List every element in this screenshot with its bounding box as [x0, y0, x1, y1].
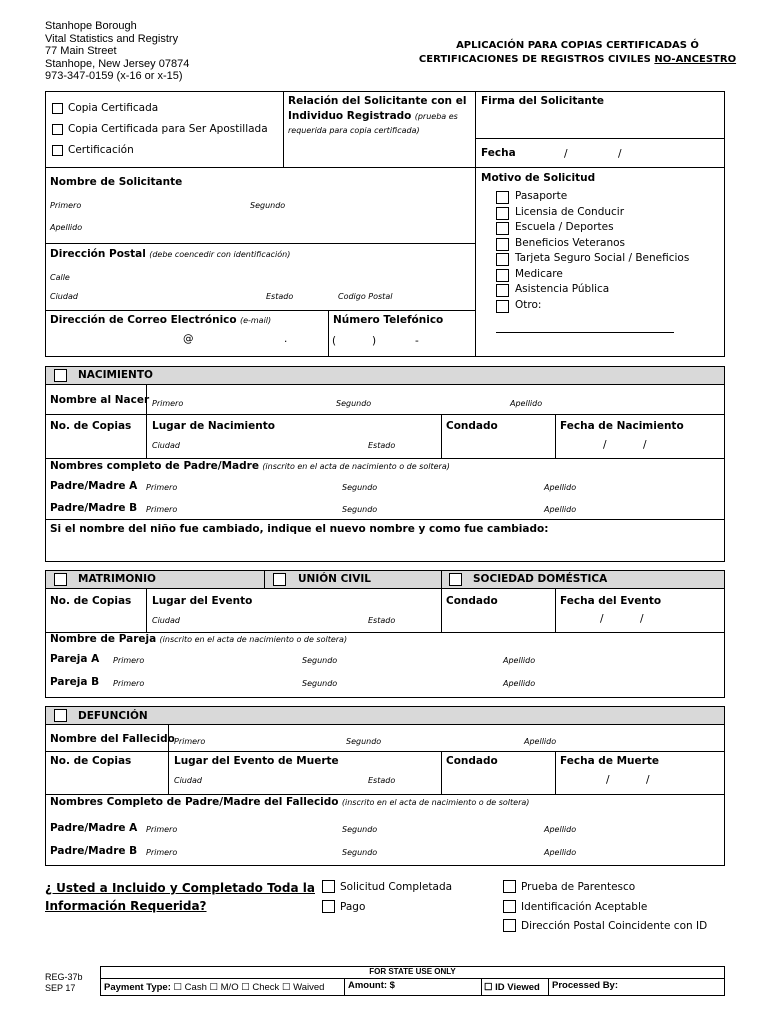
birth-checkbox[interactable] [54, 369, 67, 382]
marriage-copies-label: No. de Copias [50, 595, 132, 607]
reason-label: Beneficios Veteranos [515, 237, 626, 249]
email-dot: . [284, 333, 288, 345]
reason-label: Asistencia Pública [515, 283, 610, 295]
birth-place-label: Lugar de Nacimiento [152, 420, 275, 432]
copia-apostillada-checkbox[interactable] [52, 124, 63, 135]
signature-label: Firma del Solicitante [481, 95, 605, 107]
first-name-hint: Primero [113, 679, 145, 688]
address-line: Vital Statistics and Registry [45, 32, 179, 45]
middle-name-hint: Segundo [342, 505, 378, 514]
date-separator: / [646, 774, 650, 786]
pago-checkbox[interactable] [322, 900, 335, 913]
form-title-line1: APLICACIÓN PARA COPIAS CERTIFICADAS Ó [456, 40, 699, 51]
reason-checkbox[interactable] [496, 300, 509, 313]
date-separator: / [640, 613, 644, 625]
reason-checkbox[interactable] [496, 269, 509, 282]
middle-name-hint: Segundo [250, 201, 286, 210]
direccion-coincidente-checkbox[interactable] [503, 919, 516, 932]
death-date-label: Fecha de Muerte [560, 755, 659, 767]
reason-label: Pasaporte [515, 190, 568, 202]
address-line: Stanhope, New Jersey 07874 [45, 57, 190, 70]
first-name-hint: Primero [152, 399, 184, 408]
birth-parents-label [50, 460, 450, 472]
couple-title: Nombre de Pareja [50, 633, 157, 645]
postal-address-title: Dirección Postal [50, 248, 146, 260]
address-line: 77 Main Street [45, 45, 117, 57]
state-hint: Estado [368, 616, 396, 625]
reason-checkbox[interactable] [496, 207, 509, 220]
reason-checkbox[interactable] [496, 284, 509, 297]
last-name-hint: Apellido [510, 399, 543, 408]
birth-parent-a-label: Padre/Madre A [50, 480, 138, 492]
domestic-partnership-header-label: SOCIEDAD DOMÉSTICA [473, 573, 608, 585]
signature-date-label: Fecha [481, 147, 516, 159]
death-parent-b-label: Padre/Madre B [50, 845, 138, 857]
death-checkbox[interactable] [54, 709, 67, 722]
form-title-line2-text: CERTIFICACIONES DE REGISTROS CIVILES [418, 54, 655, 65]
last-name-hint: Apellido [50, 223, 83, 232]
pareja-b-label: Pareja B [50, 676, 100, 688]
last-name-hint: Apellido [544, 505, 577, 514]
first-name-hint: Primero [50, 201, 82, 210]
copia-certificada-label: Copia Certificada [68, 102, 159, 114]
email-label [50, 314, 271, 326]
form-code [45, 972, 83, 994]
middle-name-hint: Segundo [302, 679, 338, 688]
form-title [400, 39, 755, 67]
checklist-question-2: Información Requerida? [45, 899, 207, 913]
date-separator: / [643, 439, 647, 451]
marriage-checkbox[interactable] [54, 573, 67, 586]
date-separator: / [600, 613, 604, 625]
first-name-hint: Primero [174, 737, 206, 746]
marriage-date-label: Fecha del Evento [560, 595, 662, 607]
marriage-place-label: Lugar del Evento [152, 595, 253, 607]
couple-label [50, 633, 347, 645]
reason-checkbox[interactable] [496, 222, 509, 235]
death-section [45, 706, 725, 866]
apostillada-part-b: para [158, 123, 189, 135]
state-use-label: FOR STATE USE ONLY [369, 967, 456, 976]
first-name-hint: Primero [113, 656, 145, 665]
relation-title: Relación del Solicitante con el [288, 95, 467, 107]
relation-note: requerida para copia certificada) [288, 126, 420, 135]
first-name-hint: Primero [146, 848, 178, 857]
direccion-coincidente-label: Dirección Postal Coincidente con ID [521, 920, 708, 932]
copia-certificada-checkbox[interactable] [52, 103, 63, 114]
birth-name-label: Nombre al Nacer [50, 394, 150, 406]
relation-title-b: Individuo Registrado [288, 110, 412, 122]
death-parent-a-label: Padre/Madre A [50, 822, 138, 834]
copia-apostillada-label [68, 123, 268, 135]
death-county-label: Condado [446, 755, 498, 767]
middle-name-hint: Segundo [336, 399, 372, 408]
solicitud-completada-label: Solicitud Completada [340, 881, 453, 893]
pago-label: Pago [340, 901, 366, 913]
reason-label: Tarjeta Seguro Social / Beneficios [515, 252, 690, 264]
reason-label: Licensia de Conducir [515, 206, 625, 218]
middle-name-hint: Segundo [346, 737, 382, 746]
relation-note-a: (prueba es [414, 112, 458, 121]
city-hint: Ciudad [174, 776, 202, 785]
last-name-hint: Apellido [544, 483, 577, 492]
apostillada-part-c: Ser Apostillada [188, 123, 268, 135]
deceased-parents-note: (inscrito en el acta de nacimiento o de soltera) [341, 798, 530, 807]
birth-parents-title: Nombres completo de Padre/Madre [50, 460, 259, 472]
marriage-county-label: Condado [446, 595, 498, 607]
amount-label: Amount: $ [348, 980, 395, 991]
form-title-no-ancestro: NO-ANCESTRO [654, 54, 737, 65]
death-place-label: Lugar del Evento de Muerte [174, 755, 339, 767]
civil-union-checkbox[interactable] [273, 573, 286, 586]
email-note: (e-mail) [239, 316, 272, 325]
last-name-hint: Apellido [503, 679, 536, 688]
payment-type-label: Payment Type: [104, 982, 171, 993]
reason-title: Motivo de Solicitud [481, 172, 596, 184]
first-name-hint: Primero [146, 483, 178, 492]
city-hint: Ciudad [152, 616, 180, 625]
city-hint: Ciudad [152, 441, 180, 450]
solicitud-completada-checkbox[interactable] [322, 880, 335, 893]
relation-title-2 [288, 110, 458, 122]
reason-checkbox[interactable] [496, 253, 509, 266]
phone-close-paren: ) [372, 335, 377, 347]
middle-name-hint: Segundo [342, 848, 378, 857]
date-separator: / [606, 774, 610, 786]
deceased-parents-title: Nombres Completo de Padre/Madre del Fallecido [50, 796, 339, 808]
middle-name-hint: Segundo [342, 483, 378, 492]
birth-copies-label: No. de Copias [50, 420, 132, 432]
state-hint: Estado [368, 441, 396, 450]
reason-label: Medicare [515, 268, 563, 280]
birth-county-label: Condado [446, 420, 498, 432]
apostillada-part-a: Copia Certificada [68, 123, 159, 135]
birth-parents-note: (inscrito en el acta de nacimiento o de soltera) [262, 462, 450, 471]
couple-note: (inscrito en el acta de nacimiento o de soltera) [159, 635, 348, 644]
phone-open-paren: ( [332, 335, 337, 347]
zip-hint: Codigo Postal [338, 292, 393, 301]
certificacion-checkbox[interactable] [52, 145, 63, 156]
reason-label: Otro: [515, 299, 542, 311]
phone-label: Número Telefónico [333, 314, 444, 326]
form-code-number: REG-37b [45, 972, 83, 982]
death-header-label: DEFUNCIÓN [78, 710, 148, 722]
city-hint: Ciudad [50, 292, 78, 301]
death-copies-label: No. de Copias [50, 755, 132, 767]
identificacion-label: Identificación Aceptable [521, 901, 648, 913]
address-line: 973-347-0159 (x-16 or x-15) [45, 70, 183, 82]
phone-dash: - [415, 335, 419, 347]
state-hint: Estado [266, 292, 294, 301]
postal-address-note: (debe coencedir con identificación) [149, 250, 291, 259]
date-separator: / [564, 148, 568, 160]
birth-parent-b-label: Padre/Madre B [50, 502, 138, 514]
street-hint: Calle [50, 273, 70, 282]
civil-union-header-label: UNIÓN CIVIL [298, 573, 371, 585]
last-name-hint: Apellido [524, 737, 557, 746]
last-name-hint: Apellido [503, 656, 536, 665]
date-separator: / [618, 148, 622, 160]
marriage-header-label: MATRIMONIO [78, 573, 156, 585]
payment-options[interactable]: ☐ Cash ☐ M/O ☐ Check ☐ Waived [173, 982, 325, 993]
middle-name-hint: Segundo [342, 825, 378, 834]
address-line: Stanhope Borough [45, 20, 137, 32]
processed-by-label: Processed By: [552, 980, 619, 991]
email-at-sign: @ [183, 333, 194, 345]
applicant-name-label: Nombre de Solicitante [50, 176, 183, 188]
form-code-date: SEP 17 [45, 983, 76, 993]
prueba-parentesco-label: Prueba de Parentesco [521, 881, 636, 893]
deceased-parents-label [50, 796, 529, 808]
birth-header-label: NACIMIENTO [78, 369, 153, 381]
middle-name-hint: Segundo [302, 656, 338, 665]
certificacion-label: Certificación [68, 144, 134, 156]
id-viewed-checkbox[interactable]: ☐ ID Viewed [484, 982, 540, 993]
identificacion-checkbox[interactable] [503, 900, 516, 913]
birth-date-label: Fecha de Nacimiento [560, 420, 684, 432]
last-name-hint: Apellido [544, 848, 577, 857]
state-hint: Estado [368, 776, 396, 785]
prueba-parentesco-checkbox[interactable] [503, 880, 516, 893]
deceased-name-label: Nombre del Fallecido [50, 733, 175, 745]
date-separator: / [603, 439, 607, 451]
checklist-question: ¿ Usted a Incluido y Completado Toda la [45, 881, 315, 895]
form-title-line2 [400, 53, 755, 67]
first-name-hint: Primero [146, 505, 178, 514]
reason-checkbox[interactable] [496, 238, 509, 251]
reason-label: Escuela / Deportes [515, 221, 614, 233]
reason-checkbox[interactable] [496, 191, 509, 204]
birth-name-changed-label: Si el nombre del niño fue cambiado, indique el nuevo nombre y como fue cambiado: [50, 523, 549, 535]
first-name-hint: Primero [146, 825, 178, 834]
email-title: Dirección de Correo Electrónico [50, 314, 237, 326]
last-name-hint: Apellido [544, 825, 577, 834]
registry-address [45, 20, 189, 83]
payment-type [104, 982, 324, 993]
reason-other-line [496, 332, 674, 333]
pareja-a-label: Pareja A [50, 653, 100, 665]
domestic-partnership-checkbox[interactable] [449, 573, 462, 586]
postal-address-label [50, 248, 290, 260]
